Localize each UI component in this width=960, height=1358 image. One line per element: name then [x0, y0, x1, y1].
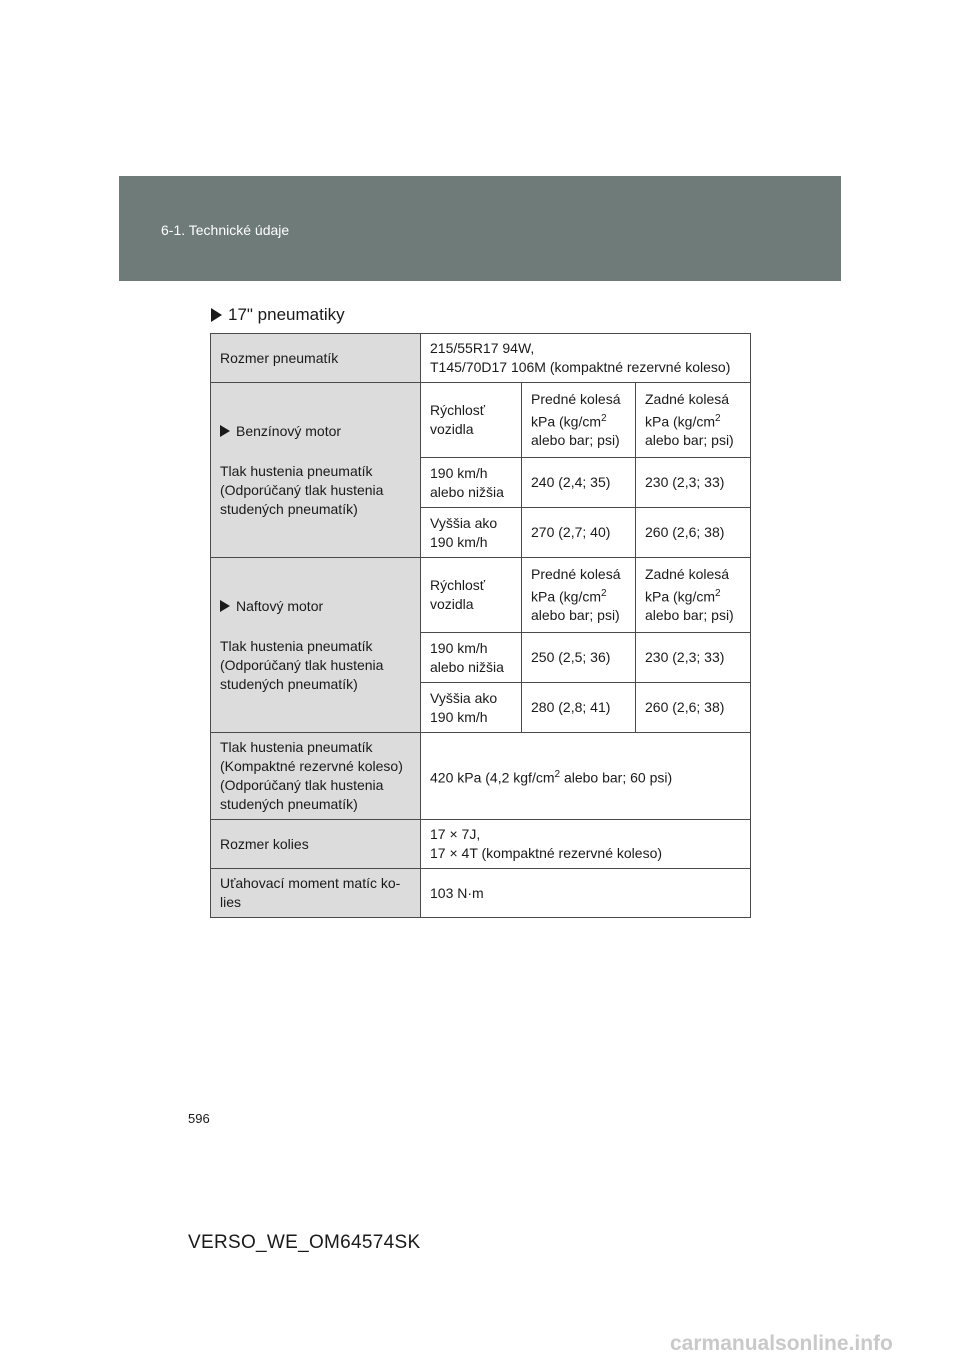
page-number: 596: [188, 1111, 210, 1126]
diesel-r2-speed: Vyššia ako 190 km/h: [421, 683, 522, 733]
diesel-r2-rear: 260 (2,6; 38): [636, 683, 751, 733]
spare-pressure-value: 420 kPa (4,2 kgf/$cm^2$ alebo bar; 60 psi): [421, 733, 751, 820]
watermark: carmanualsonline.info: [670, 1332, 893, 1355]
wheel-size-label: Rozmer kolies: [211, 820, 421, 869]
torque-value: 103 N·m: [421, 869, 751, 918]
diesel-r1-rear: 230 (2,3; 33): [636, 633, 751, 683]
diesel-r1-speed: 190 km/h alebo nižšia: [421, 633, 522, 683]
table-row-tire-size: [211, 334, 751, 383]
triangle-bullet-icon: [211, 308, 222, 322]
petrol-r2-speed: Vyššia ako 190 km/h: [421, 508, 522, 558]
petrol-engine-line: [220, 422, 412, 441]
table-row-spare: [211, 733, 751, 820]
spare-pressure-label: Tlak hustenia pneumatík (Kompaktné rezervné koleso) (Odporúčaný tlak hustenia studených pneumatík): [211, 733, 421, 820]
petrol-r2-front: 270 (2,7; 40): [522, 508, 636, 558]
section-heading: [211, 305, 345, 325]
petrol-r1-front: 240 (2,4; 35): [522, 458, 636, 508]
diesel-speed-header: Rýchlosť vozidla: [421, 558, 522, 633]
petrol-front-header: Predné kolesá kPa ($kg/cm^2$ alebo bar; psi): [522, 383, 636, 458]
document-code: VERSO_WE_OM64574SK: [188, 1232, 421, 1253]
diesel-engine-line: [220, 597, 412, 616]
triangle-bullet-icon: [220, 425, 230, 437]
triangle-bullet-icon: [220, 600, 230, 612]
diesel-engine-name: Naftový motor: [236, 597, 324, 614]
petrol-r2-rear: 260 (2,6; 38): [636, 508, 751, 558]
section-title: 6-1. Technické údaje: [161, 222, 290, 238]
diesel-pressure-label: Tlak hustenia pneumatík (Odporúčaný tlak hustenia studených pneumatík): [220, 637, 384, 692]
diesel-r2-front: 280 (2,8; 41): [522, 683, 636, 733]
heading-text: 17" pneumatiky: [228, 305, 345, 324]
petrol-speed-header: Rýchlosť vozidla: [421, 383, 522, 458]
table-row-wheel-size: [211, 820, 751, 869]
petrol-pressure-label: Tlak hustenia pneumatík (Odporúčaný tlak hustenia studených pneumatík): [220, 462, 384, 517]
petrol-label-cell: [211, 383, 421, 558]
torque-label: Uťahovací moment matíc ko- lies: [211, 869, 421, 918]
petrol-rear-header: Zadné kolesá kPa ($kg/cm^2$ alebo bar; psi): [636, 383, 751, 458]
diesel-r1-front: 250 (2,5; 36): [522, 633, 636, 683]
table-row-diesel-header: [211, 558, 751, 633]
petrol-engine-name: Benzínový motor: [236, 422, 342, 439]
table-row-torque: [211, 869, 751, 918]
diesel-front-header: Predné kolesá kPa ($kg/cm^2$ alebo bar; psi): [522, 558, 636, 633]
petrol-r1-rear: 230 (2,3; 33): [636, 458, 751, 508]
header-band: [119, 176, 841, 281]
wheel-size-value: 17 × 7J, 17 × 4T (kompaktné rezervné koleso): [421, 820, 751, 869]
diesel-rear-header: Zadné kolesá kPa ($kg/cm^2$ alebo bar; psi): [636, 558, 751, 633]
tire-spec-table: [210, 333, 751, 918]
tire-size-value: 215/55R17 94W, T145/70D17 106M (kompaktné rezervné koleso): [421, 334, 751, 383]
table-row-petrol-header: [211, 383, 751, 458]
petrol-r1-speed: 190 km/h alebo nižšia: [421, 458, 522, 508]
diesel-label-cell: [211, 558, 421, 733]
tire-size-label: Rozmer pneumatík: [211, 334, 421, 383]
